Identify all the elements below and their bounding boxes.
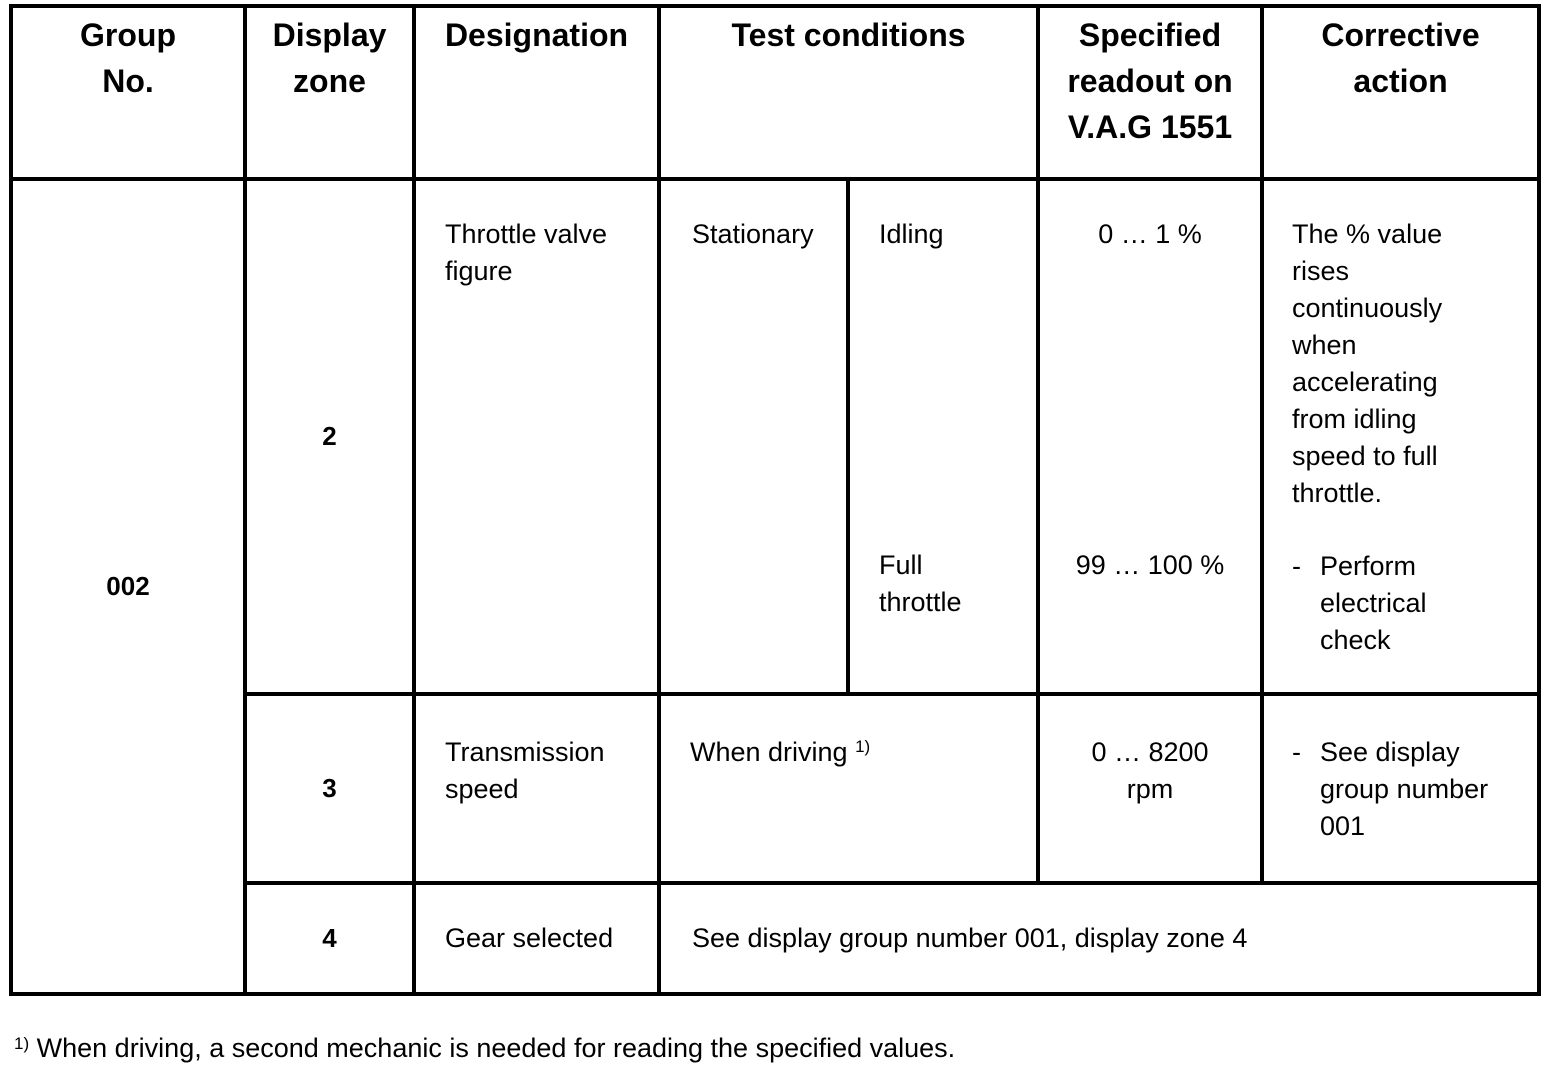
display-zone-cell: 4: [245, 883, 414, 994]
readout-idling: 0 … 1 %: [1098, 219, 1202, 249]
group-number: 002: [11, 179, 245, 994]
display-zone-cell: 2: [245, 179, 414, 694]
header-designation: Designation: [414, 6, 659, 179]
header-specified-readout: Specified readout on V.A.G 1551: [1038, 6, 1262, 179]
test-condition-sub: [848, 179, 1038, 694]
footnote-text: When driving, a second mechanic is needed for reading the specified values.: [36, 1033, 956, 1063]
corrective-action-cell: [1262, 179, 1539, 694]
test-condition-main: Stationary: [659, 179, 848, 694]
table-row: [11, 179, 1539, 694]
header-test-conditions: Test conditions: [659, 6, 1038, 179]
corrective-action-item: - Perform electrical check: [1292, 551, 1427, 655]
header-row: [11, 6, 1539, 179]
corrective-action-cell: [1262, 694, 1539, 883]
designation-cell: Throttle valve figure: [414, 179, 659, 694]
condition-full-throttle: Full throttle: [879, 550, 962, 617]
header-corrective-action: Corrective action: [1262, 6, 1539, 179]
readout-cell: 0 … 8200 rpm: [1038, 694, 1262, 883]
test-condition-cell: See display group number 001, display zone 4: [659, 883, 1539, 994]
header-display-zone: Display zone: [245, 6, 414, 179]
corrective-action-text: The % value rises continuously when accelerating from idling speed to full throttle.: [1292, 219, 1443, 508]
designation-cell: Transmission speed: [414, 694, 659, 883]
designation-cell: Gear selected: [414, 883, 659, 994]
readout-full-throttle: 99 … 100 %: [1075, 550, 1225, 580]
footnote-marker: 1): [14, 1034, 30, 1053]
footnote-marker: 1): [855, 737, 871, 756]
header-group-no: Group No.: [11, 6, 245, 179]
condition-idling: Idling: [879, 219, 944, 249]
display-group-table: [9, 4, 1541, 996]
test-condition-cell: When driving $^{1)}$: [659, 694, 1038, 883]
corrective-action-item: - See display group number 001: [1292, 737, 1489, 841]
footnote: [14, 1028, 955, 1068]
display-zone-cell: 3: [245, 694, 414, 883]
readout-cell: [1038, 179, 1262, 694]
